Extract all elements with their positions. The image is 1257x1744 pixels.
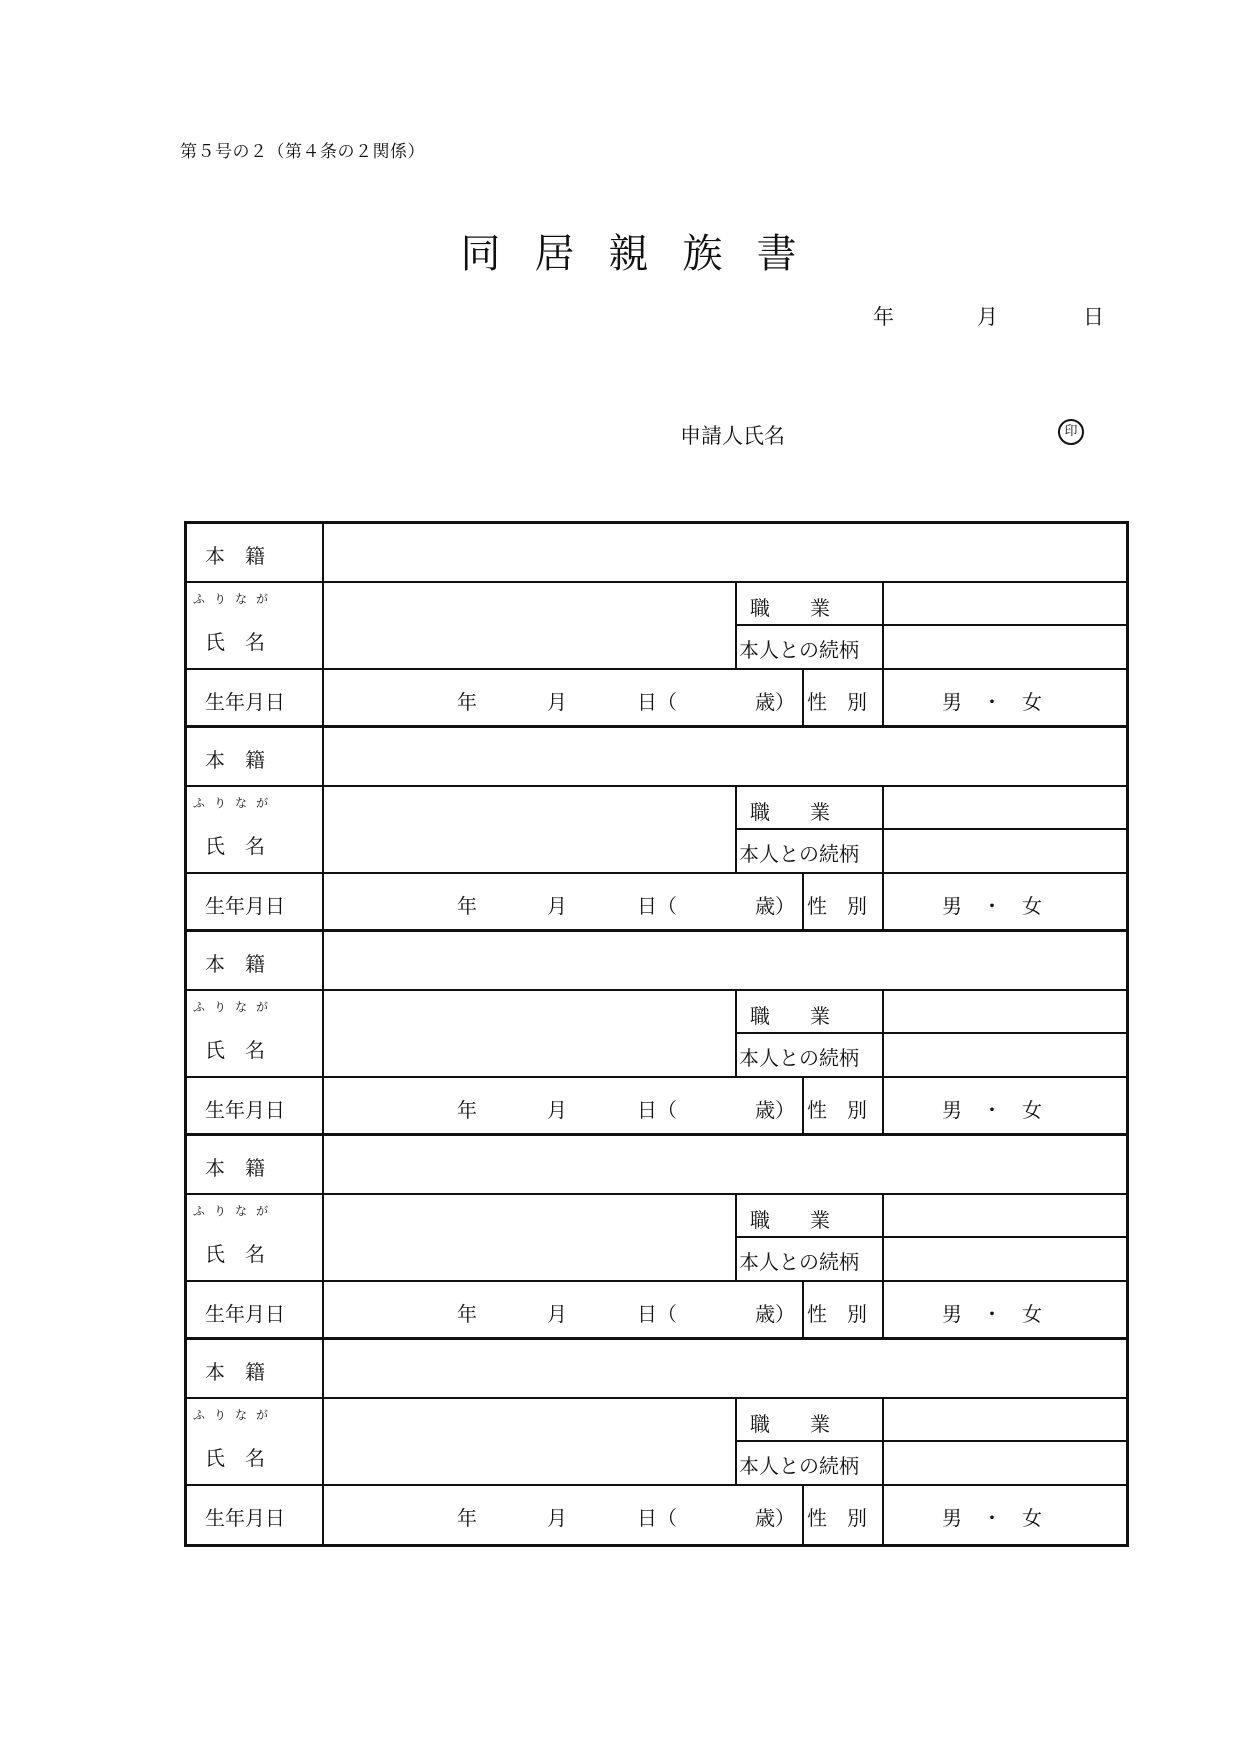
occupation-field[interactable] — [884, 1195, 1126, 1236]
sex-options[interactable]: 男 ・ 女 — [942, 1098, 1042, 1122]
domicile-field[interactable] — [324, 524, 1126, 581]
occupation-field[interactable] — [884, 991, 1126, 1032]
sex-options[interactable]: 男 ・ 女 — [942, 894, 1042, 918]
occupation-field[interactable] — [884, 1399, 1126, 1440]
furigana-label: ふりなが — [193, 796, 278, 810]
birthdate-field[interactable] — [324, 1078, 802, 1133]
birth-day-label: 日（ — [637, 1098, 677, 1122]
relation-field[interactable] — [884, 1442, 1126, 1484]
occupation-label: 職 業 — [750, 1208, 830, 1232]
column-divider — [802, 1280, 804, 1337]
relation-label: 本人との続柄 — [739, 638, 859, 662]
birth-day-label: 日（ — [637, 1302, 677, 1326]
birthdate-label: 生年月日 — [205, 690, 285, 714]
column-divider — [802, 1076, 804, 1133]
birthdate-label: 生年月日 — [205, 1506, 285, 1530]
document-title: 同居親族書 — [460, 231, 831, 277]
applicant-name-label: 申請人氏名 — [680, 424, 785, 448]
name-field[interactable] — [324, 583, 735, 668]
birthdate-field[interactable] — [324, 1486, 802, 1541]
date-day-label: 日 — [1083, 305, 1104, 329]
age-label: 歳） — [755, 1302, 795, 1326]
birth-year-label: 年 — [457, 690, 477, 714]
birthdate-field[interactable] — [324, 1282, 802, 1337]
domicile-label: 本 籍 — [205, 1156, 265, 1180]
birthdate-label: 生年月日 — [205, 1098, 285, 1122]
column-divider — [735, 989, 737, 1076]
relation-field[interactable] — [884, 830, 1126, 872]
domicile-label: 本 籍 — [205, 1360, 265, 1384]
sex-label: 性 別 — [807, 1302, 867, 1326]
seal-mark: 印 — [1058, 419, 1084, 445]
relation-label: 本人との続柄 — [739, 1250, 859, 1274]
family-record — [187, 1340, 1126, 1544]
name-label: 氏 名 — [205, 1446, 265, 1470]
family-table — [184, 521, 1129, 1547]
occupation-field[interactable] — [884, 787, 1126, 828]
domicile-label: 本 籍 — [205, 544, 265, 568]
sex-label: 性 別 — [807, 894, 867, 918]
sex-options[interactable]: 男 ・ 女 — [942, 1302, 1042, 1326]
occupation-label: 職 業 — [750, 800, 830, 824]
domicile-field[interactable] — [324, 728, 1126, 785]
family-record — [187, 524, 1126, 728]
name-field[interactable] — [324, 787, 735, 872]
family-record — [187, 1136, 1126, 1340]
relation-field[interactable] — [884, 1034, 1126, 1076]
domicile-label: 本 籍 — [205, 748, 265, 772]
column-divider — [735, 785, 737, 872]
column-divider — [735, 1397, 737, 1484]
relation-field[interactable] — [884, 1238, 1126, 1280]
column-divider — [735, 581, 737, 668]
occupation-label: 職 業 — [750, 596, 830, 620]
occupation-label: 職 業 — [750, 1004, 830, 1028]
birthdate-label: 生年月日 — [205, 1302, 285, 1326]
occupation-label: 職 業 — [750, 1412, 830, 1436]
form-number: 第５号の２（第４条の２関係） — [180, 142, 425, 162]
date-year-label: 年 — [873, 305, 894, 329]
column-divider — [735, 1193, 737, 1280]
birth-day-label: 日（ — [637, 1506, 677, 1530]
age-label: 歳） — [755, 690, 795, 714]
age-label: 歳） — [755, 894, 795, 918]
birth-month-label: 月 — [547, 1302, 567, 1326]
name-label: 氏 名 — [205, 1038, 265, 1062]
furigana-label: ふりなが — [193, 1408, 278, 1422]
sex-options[interactable]: 男 ・ 女 — [942, 690, 1042, 714]
sex-label: 性 別 — [807, 690, 867, 714]
birthdate-field[interactable] — [324, 670, 802, 725]
birth-month-label: 月 — [547, 1098, 567, 1122]
sex-options[interactable]: 男 ・ 女 — [942, 1506, 1042, 1530]
domicile-label: 本 籍 — [205, 952, 265, 976]
age-label: 歳） — [755, 1098, 795, 1122]
birth-year-label: 年 — [457, 894, 477, 918]
name-field[interactable] — [324, 991, 735, 1076]
birth-month-label: 月 — [547, 690, 567, 714]
column-divider — [802, 1484, 804, 1544]
birth-month-label: 月 — [547, 1506, 567, 1530]
birth-day-label: 日（ — [637, 894, 677, 918]
birthdate-field[interactable] — [324, 874, 802, 929]
birthdate-label: 生年月日 — [205, 894, 285, 918]
family-record — [187, 728, 1126, 932]
name-field[interactable] — [324, 1399, 735, 1484]
name-field[interactable] — [324, 1195, 735, 1280]
family-record — [187, 932, 1126, 1136]
birth-day-label: 日（ — [637, 690, 677, 714]
name-label: 氏 名 — [205, 834, 265, 858]
relation-label: 本人との続柄 — [739, 842, 859, 866]
domicile-field[interactable] — [324, 932, 1126, 989]
column-divider — [802, 668, 804, 725]
furigana-label: ふりなが — [193, 1204, 278, 1218]
furigana-label: ふりなが — [193, 592, 278, 606]
domicile-field[interactable] — [324, 1136, 1126, 1193]
name-label: 氏 名 — [205, 630, 265, 654]
relation-label: 本人との続柄 — [739, 1046, 859, 1070]
birth-year-label: 年 — [457, 1506, 477, 1530]
date-month-label: 月 — [977, 305, 998, 329]
domicile-field[interactable] — [324, 1340, 1126, 1397]
relation-field[interactable] — [884, 626, 1126, 668]
birth-year-label: 年 — [457, 1302, 477, 1326]
birth-year-label: 年 — [457, 1098, 477, 1122]
birth-month-label: 月 — [547, 894, 567, 918]
sex-label: 性 別 — [807, 1098, 867, 1122]
sex-label: 性 別 — [807, 1506, 867, 1530]
name-label: 氏 名 — [205, 1242, 265, 1266]
column-divider — [802, 872, 804, 929]
furigana-label: ふりなが — [193, 1000, 278, 1014]
occupation-field[interactable] — [884, 583, 1126, 624]
age-label: 歳） — [755, 1506, 795, 1530]
relation-label: 本人との続柄 — [739, 1454, 859, 1478]
